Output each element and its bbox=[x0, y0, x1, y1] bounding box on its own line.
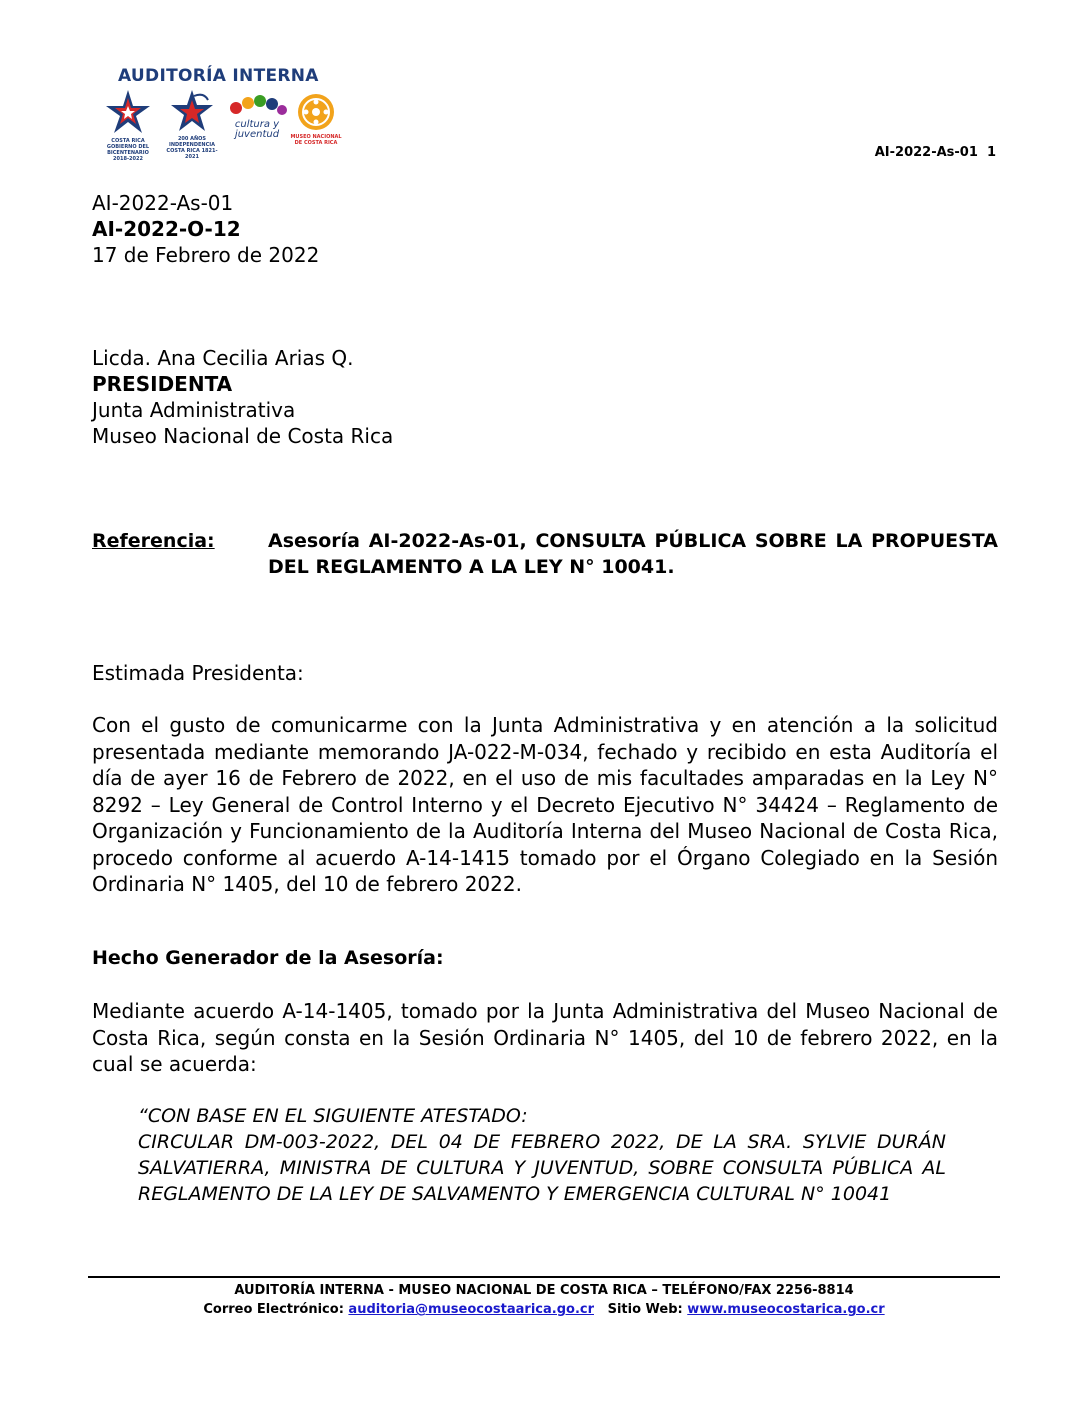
section-heading: Hecho Generador de la Asesoría: bbox=[92, 947, 444, 969]
reference-label: Referencia: bbox=[92, 530, 215, 552]
footer-web-link[interactable]: www.museocostarica.go.cr bbox=[687, 1302, 885, 1317]
200-anos-caption: 200 AÑOS INDEPENDENCIA COSTA RICA 1821-2021 bbox=[166, 136, 218, 160]
recipient-name: Licda. Ana Cecilia Arias Q. bbox=[92, 346, 354, 370]
quote-block bbox=[138, 1103, 946, 1207]
cultura-juventud-logo-icon bbox=[228, 94, 288, 120]
museo-nacional-caption: MUSEO NACIONAL DE COSTA RICA bbox=[290, 134, 342, 146]
200-anos-logo-icon bbox=[164, 88, 220, 134]
museo-nacional-logo-icon bbox=[296, 92, 336, 132]
footer-email-label: Correo Electrónico: bbox=[203, 1302, 344, 1317]
cultura-juventud-caption: cultura y juventud bbox=[234, 119, 280, 140]
salutation: Estimada Presidenta: bbox=[92, 661, 304, 685]
recipient-body: Junta Administrativa bbox=[92, 398, 296, 422]
recipient-title: PRESIDENTA bbox=[92, 372, 233, 396]
quote-line-1: “CON BASE EN EL SIGUIENTE ATESTADO: bbox=[138, 1105, 528, 1127]
footer-divider bbox=[88, 1276, 1000, 1278]
page-reference: AI-2022-As-01 1 bbox=[874, 145, 996, 160]
logo-strip bbox=[100, 88, 342, 162]
document-date: 17 de Febrero de 2022 bbox=[92, 243, 320, 267]
bicentenario-logo-icon bbox=[100, 88, 156, 136]
recipient-institution: Museo Nacional de Costa Rica bbox=[92, 424, 394, 448]
footer-links-line bbox=[0, 1302, 1088, 1317]
body-paragraph-2: Mediante acuerdo A-14-1405, tomado por la Junta Administrativa del Museo Nacional de Costa Rica, según consta en la Sesión Ordinaria N° 1405, del 10 de febrero 2022, en la cual se acuerda: bbox=[92, 999, 998, 1076]
quote-body: CIRCULAR DM-003-2022, DEL 04 DE FEBRERO 2022, DE LA SRA. SYLVIE DURÁN SALVATIERRA, MINISTRA DE CULTURA Y JUVENTUD, SOBRE CONSULTA PÚBLICA AL REGLAMENTO DE LA LEY DE SALVAMENTO Y EMERGENCIA CULTURAL N° 10041 bbox=[138, 1131, 946, 1205]
recipient-block bbox=[92, 345, 393, 449]
footer-web-label: Sitio Web: bbox=[607, 1302, 683, 1317]
ref-line-2: AI-2022-O-12 bbox=[92, 217, 241, 241]
ref-line-1: AI-2022-As-01 bbox=[92, 191, 234, 215]
bicentenario-caption: COSTA RICA GOBIERNO DEL BICENTENARIO 2018-2022 bbox=[106, 138, 150, 162]
footer-contact-line: AUDITORÍA INTERNA - MUSEO NACIONAL DE COSTA RICA – TELÉFONO/FAX 2256-8814 bbox=[234, 1283, 854, 1298]
document-references bbox=[92, 190, 319, 268]
header-logo-title: AUDITORÍA INTERNA bbox=[118, 66, 319, 86]
reference-text: Asesoría AI-2022-As-01, CONSULTA PÚBLICA SOBRE LA PROPUESTA DEL REGLAMENTO A LA LEY N° 10041. bbox=[268, 530, 998, 578]
body-paragraph-1: Con el gusto de comunicarme con la Junta Administrativa y en atención a la solicitud presentada mediante memorando JA-022-M-034, fechado y recibido en esta Auditoría el día de ayer 16 de Febrero de 2022, en el uso de mis facultades amparadas en la Ley N° 8292 – Ley General de Control Interno y el Decreto Ejecutivo N° 34424 – Reglamento de Organización y Funcionamiento de la Auditoría Interna del Museo Nacional de Costa Rica, procedo conforme al acuerdo A-14-1415 tomado por el Órgano Colegiado en la Sesión Ordinaria N° 1405, del 10 de febrero 2022. bbox=[92, 713, 998, 896]
footer-email-link[interactable]: auditoria@museocostaarica.go.cr bbox=[348, 1302, 594, 1317]
